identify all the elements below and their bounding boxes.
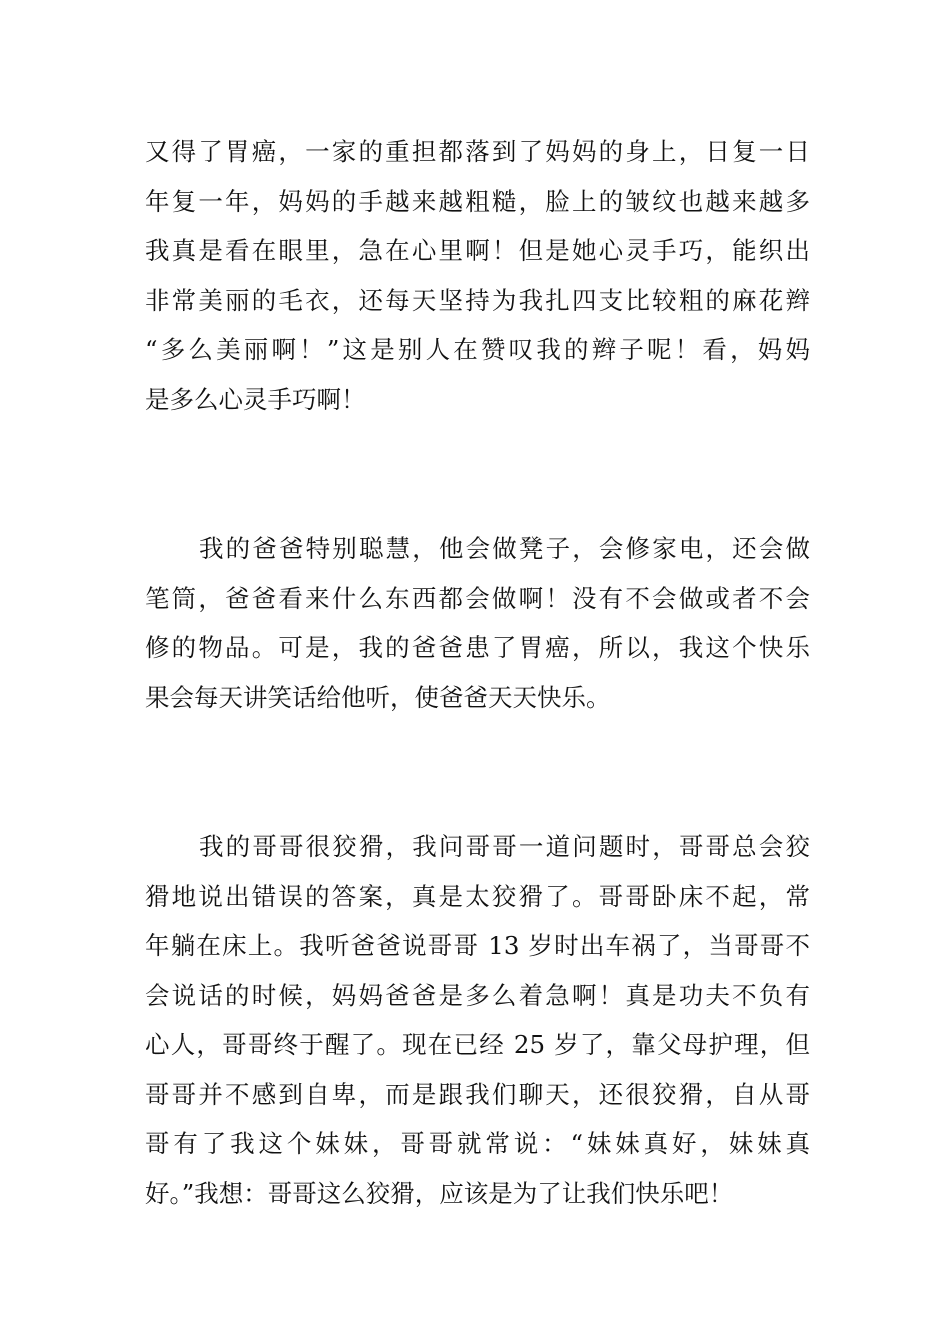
text-line: 我的哥哥很狡猾，我问哥哥一道问题时，哥哥总会狡 <box>199 832 810 861</box>
text-line: 会说话的时候，妈妈爸爸是多么着急啊！真是功夫不负有 <box>145 980 810 1010</box>
text-line: 年复一年，妈妈的手越来越粗糙，脸上的皱纹也越来越多 <box>145 186 810 216</box>
text-line: 修的物品。可是，我的爸爸患了胃癌，所以，我这个快乐 <box>145 633 810 662</box>
text-line: 是多么心灵手巧啊！ <box>145 384 366 414</box>
text-line: 好。”我想：哥哥这么狡猾，应该是为了让我们快乐吧！ <box>145 1178 734 1208</box>
paragraph-brother <box>145 822 810 1218</box>
text-line: 果会每天讲笑话给他听，使爸爸天天快乐。 <box>145 682 611 712</box>
text-line: 又得了胃癌，一家的重担都落到了妈妈的身上，日复一日 <box>145 137 810 166</box>
text-line: “多么美丽啊！”这是别人在赞叹我的辫子呢！看，妈妈 <box>145 335 810 364</box>
paragraph-mother <box>145 127 810 424</box>
text-line: 猾地说出错误的答案，真是太狡猾了。哥哥卧床不起，常 <box>145 881 810 911</box>
paragraph-father <box>145 524 810 722</box>
text-line: 非常美丽的毛衣，还每天坚持为我扎四支比较粗的麻花辫 <box>145 285 810 315</box>
text-line: 笔筒，爸爸看来什么东西都会做啊！没有不会做或者不会 <box>145 583 810 613</box>
text-line: 哥哥并不感到自卑，而是跟我们聊天，还很狡猾，自从哥 <box>145 1079 810 1109</box>
text-line: 心人，哥哥终于醒了。现在已经 25 岁了，靠父母护理，但 <box>145 1030 810 1059</box>
text-line: 年躺在床上。我听爸爸说哥哥 13 岁时出车祸了，当哥哥不 <box>145 931 810 960</box>
text-line: 我的爸爸特别聪慧，他会做凳子，会修家电，还会做 <box>199 534 810 563</box>
text-line: 哥有了我这个妹妹，哥哥就常说：“妹妹真好，妹妹真 <box>145 1129 810 1158</box>
text-line: 我真是看在眼里，急在心里啊！但是她心灵手巧，能织出 <box>145 236 810 265</box>
